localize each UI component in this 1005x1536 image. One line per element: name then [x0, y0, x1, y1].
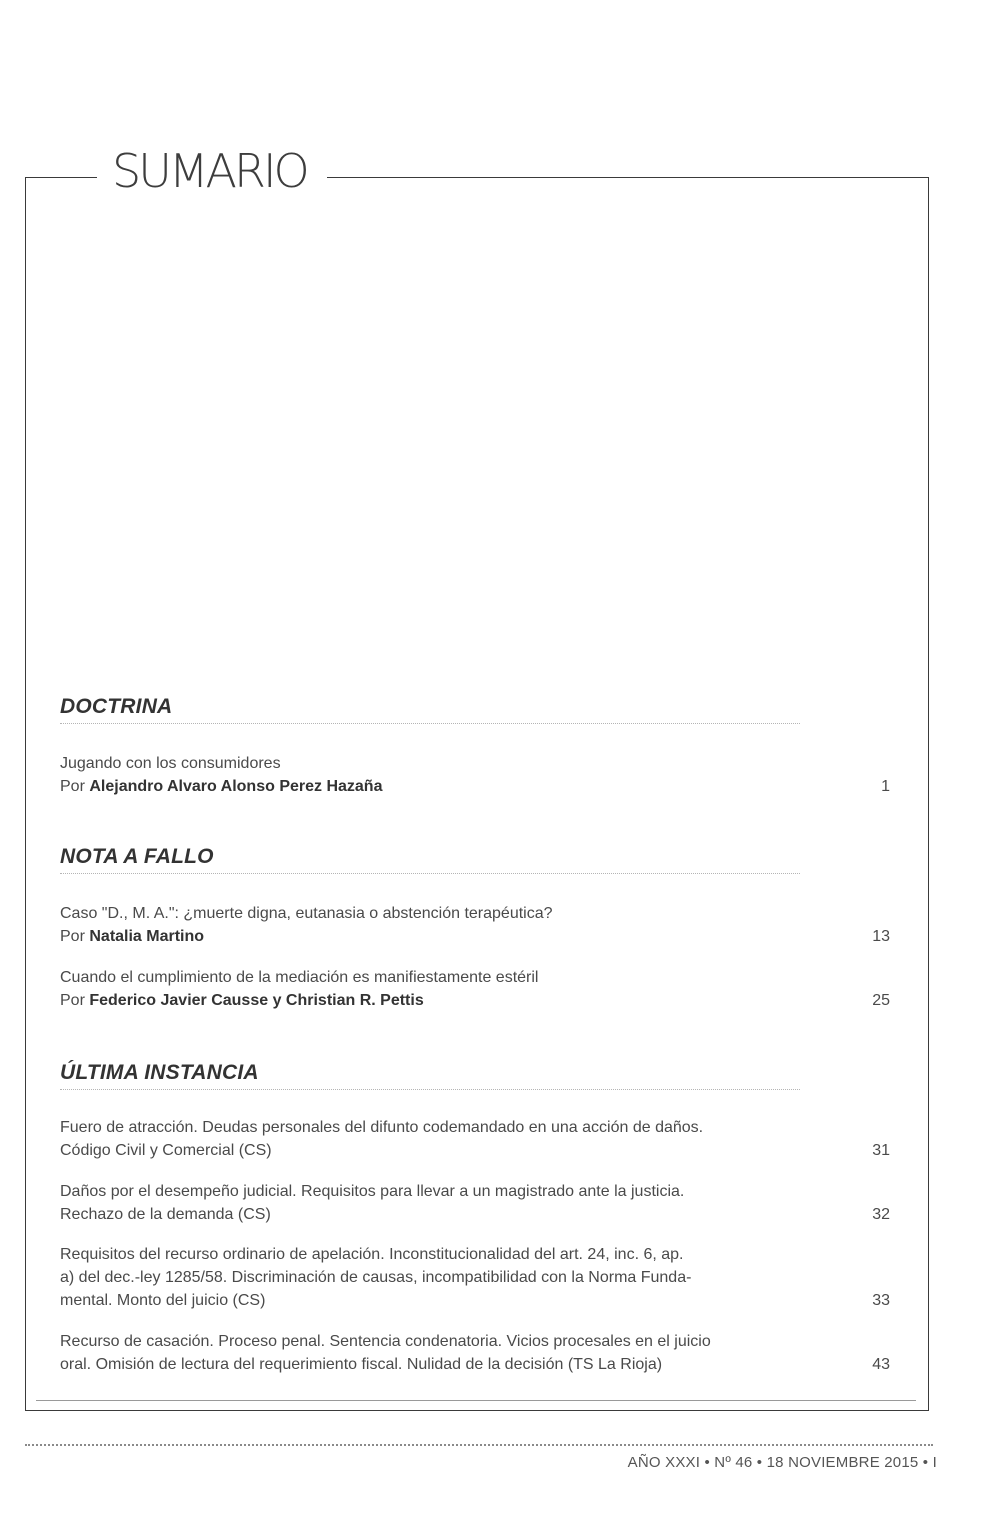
page-title: SUMARIO: [112, 144, 307, 198]
section-rule: [60, 1089, 800, 1090]
section-heading: DOCTRINA: [60, 695, 173, 718]
footer-issue-info: AÑO XXXI • Nº 46 • 18 NOVIEMBRE 2015 • I: [627, 1454, 937, 1471]
toc-entry[interactable]: [60, 902, 892, 948]
toc-entry[interactable]: [60, 1180, 892, 1226]
entry-text-line: Código Civil y Comercial (CS): [60, 1142, 272, 1159]
entry-author-line: [60, 989, 850, 1012]
entry-text-line: Recurso de casación. Proceso penal. Sentencia condenatoria. Vicios procesales en el juicio: [60, 1333, 711, 1350]
entry-text-line: Daños por el desempeño judicial. Requisitos para llevar a un magistrado ante la justicia.: [60, 1183, 685, 1200]
page-number: 32: [872, 1206, 890, 1223]
toc-entry[interactable]: [60, 1243, 892, 1312]
author-name: Alejandro Alvaro Alonso Perez Hazaña: [89, 778, 383, 795]
author-prefix: Por: [60, 928, 85, 945]
author-prefix: Por: [60, 992, 85, 1009]
entry-text-line: Fuero de atracción. Deudas personales del difunto codemandado en una acción de daños.: [60, 1119, 704, 1136]
entry-author-line: [60, 775, 850, 798]
page-number: 31: [872, 1142, 890, 1159]
entry-title: Caso "D., M. A.": ¿muerte digna, eutanasia o abstención terapéutica?: [60, 905, 553, 922]
section-heading: NOTA A FALLO: [60, 845, 214, 868]
entry-text-line: Rechazo de la demanda (CS): [60, 1206, 271, 1223]
section-rule: [60, 723, 800, 724]
entry-text-line: a) del dec.-ley 1285/58. Discriminación de causas, incompatibilidad con la Norma Funda-: [60, 1269, 692, 1286]
page-number: 43: [872, 1356, 890, 1373]
entry-author-line: [60, 925, 850, 948]
entry-text-line: mental. Monto del juicio (CS): [60, 1292, 266, 1309]
toc-entry[interactable]: [60, 752, 892, 798]
author-name: Federico Javier Causse y Christian R. Pettis: [89, 992, 424, 1009]
page-number: 1: [881, 778, 890, 795]
footer-rule: [25, 1444, 933, 1446]
frame-inner-bottom-rule: [36, 1400, 916, 1401]
frame-top-rule-left: [25, 177, 97, 178]
section-ultima-instancia: [60, 1061, 892, 1373]
page-number: 25: [872, 992, 890, 1009]
page-number: 13: [872, 928, 890, 945]
entry-title: Jugando con los consumidores: [60, 755, 281, 772]
section-heading: ÚLTIMA INSTANCIA: [60, 1061, 259, 1084]
author-name: Natalia Martino: [89, 928, 205, 945]
section-rule: [60, 873, 800, 874]
entry-title: Cuando el cumplimiento de la mediación es manifiestamente estéril: [60, 969, 539, 986]
entry-text-line: oral. Omisión de lectura del requerimiento fiscal. Nulidad de la decisión (TS La Rioja): [60, 1356, 663, 1373]
section-nota-a-fallo: [60, 845, 892, 1009]
toc-entry[interactable]: [60, 1330, 892, 1376]
toc-entry[interactable]: [60, 966, 892, 1012]
toc-entry[interactable]: [60, 1116, 892, 1162]
section-doctrina: [60, 695, 892, 795]
frame-top-rule-right: [327, 177, 929, 178]
entry-text-line: Requisitos del recurso ordinario de apelación. Inconstitucionalidad del art. 24, inc. 6, ap.: [60, 1246, 684, 1263]
page-number: 33: [872, 1292, 890, 1309]
author-prefix: Por: [60, 778, 85, 795]
